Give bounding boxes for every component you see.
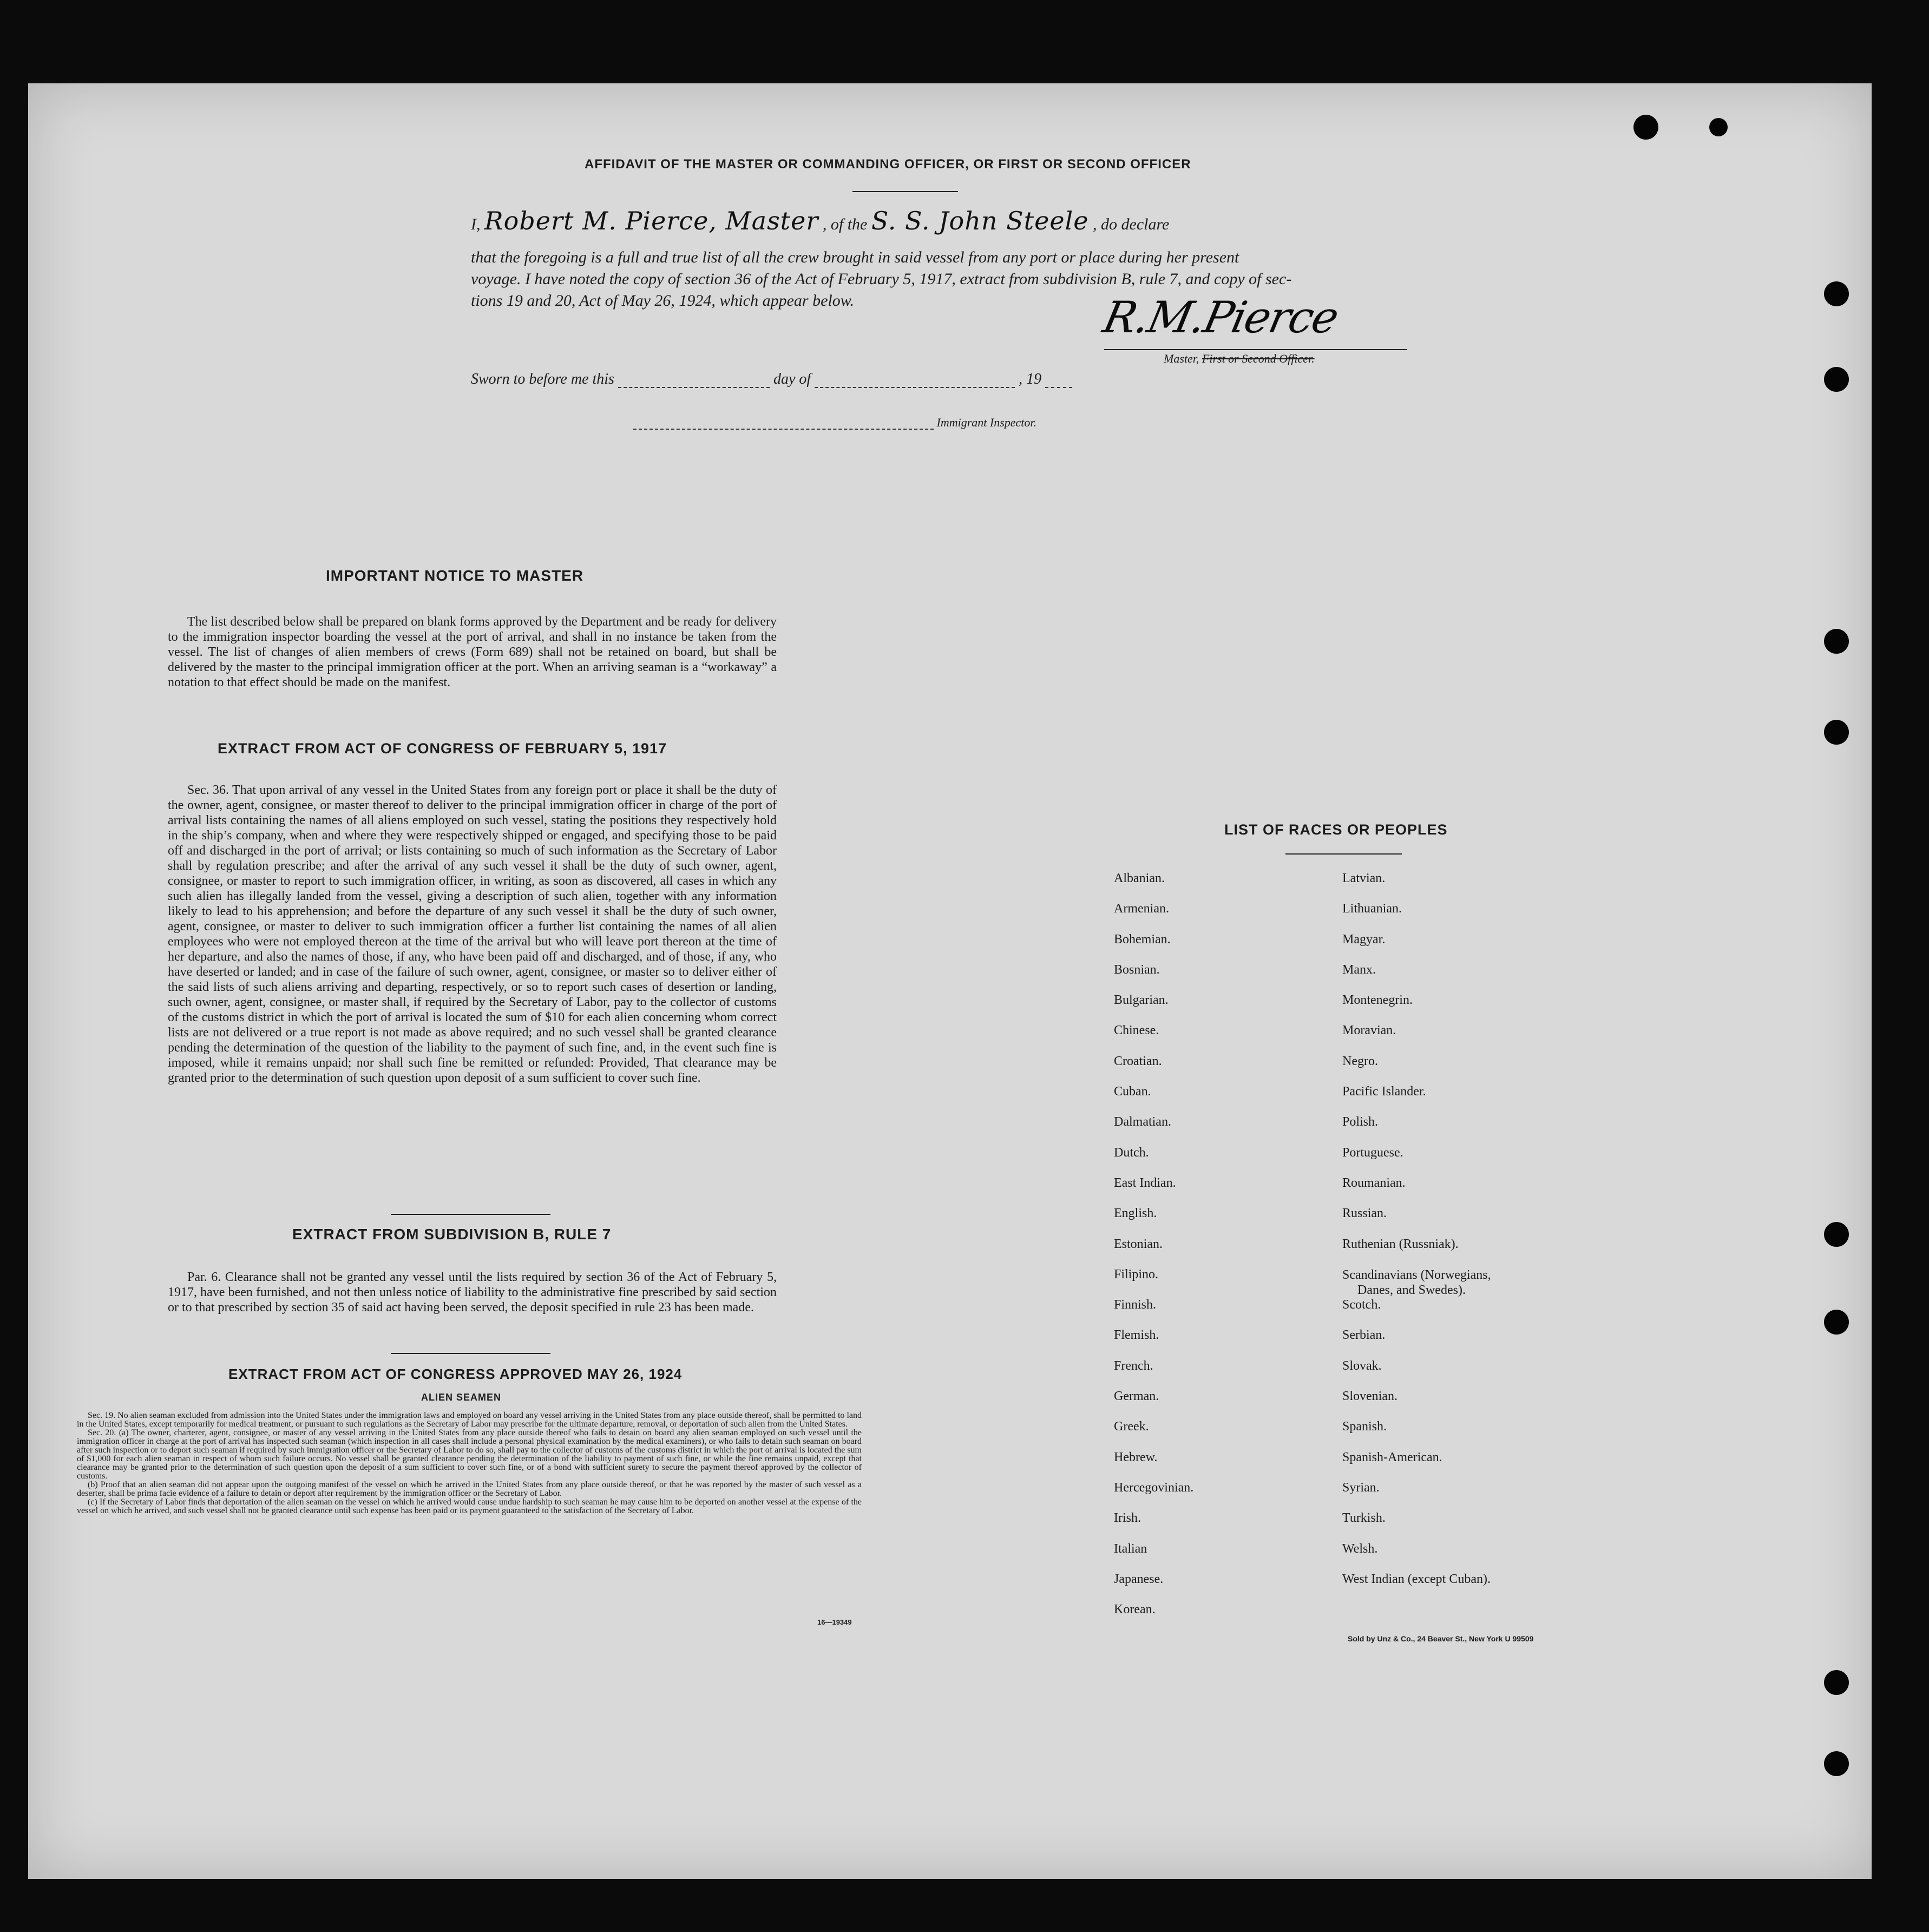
race-item: Magyar. — [1342, 932, 1386, 947]
race-item: German. — [1114, 1389, 1159, 1404]
race-item: Dutch. — [1114, 1145, 1149, 1160]
punch-hole — [1824, 1222, 1849, 1247]
blank-field — [1045, 387, 1072, 388]
punch-hole — [1824, 629, 1849, 654]
race-item: Slovak. — [1342, 1358, 1382, 1373]
punch-hole — [1824, 1310, 1849, 1335]
affidavit-prefix: I, — [471, 215, 481, 233]
rule7-text: Par. 6. Clearance shall not be granted any vessel until the lists required by section 36 of the Act of February 5, 1917, have been furnished, and not then unless notice of liability to the administrative fine prescribed by said section or to that prescribed by section 35 of said act having been served, the deposit specified in rule 23 has been made. — [168, 1270, 777, 1315]
inspector-label: Immigrant Inspector. — [936, 416, 1037, 429]
race-item: Russian. — [1342, 1206, 1387, 1221]
act1924-heading: EXTRACT FROM ACT OF CONGRESS APPROVED MAY 26, 1924 — [228, 1366, 683, 1382]
sworn-line — [471, 371, 1072, 388]
race-item-line: Scandinavians (Norwegians, — [1342, 1267, 1491, 1282]
race-item-line: Danes, and Swedes). — [1357, 1283, 1466, 1297]
divider — [1285, 853, 1402, 855]
act1924-text — [77, 1411, 862, 1515]
race-item: Ruthenian (Russniak). — [1342, 1237, 1459, 1251]
inspector-line — [633, 416, 1036, 430]
race-item: Portuguese. — [1342, 1145, 1403, 1160]
race-item: Hercegovinian. — [1114, 1480, 1194, 1495]
race-item: Polish. — [1342, 1115, 1379, 1129]
race-item: Armenian. — [1114, 902, 1169, 916]
race-item: West Indian (except Cuban). — [1342, 1572, 1491, 1586]
signature-line — [1104, 349, 1407, 350]
race-item: East Indian. — [1114, 1175, 1176, 1190]
master-signature: R.M.Pierce — [1099, 292, 1343, 343]
divider — [391, 1214, 550, 1215]
affidavit-heading: AFFIDAVIT OF THE MASTER OR COMMANDING OFFICER, OR FIRST OR SECOND OFFICER — [585, 157, 1191, 172]
race-item: Croatian. — [1114, 1054, 1162, 1068]
race-item: Scotch. — [1342, 1298, 1381, 1312]
race-item: Chinese. — [1114, 1023, 1159, 1038]
race-item: English. — [1114, 1206, 1157, 1221]
race-item: Finnish. — [1114, 1298, 1157, 1312]
race-item: Greek. — [1114, 1420, 1149, 1434]
race-item: Slovenian. — [1342, 1389, 1397, 1404]
blank-field — [815, 387, 1015, 388]
notice-text: The list described below shall be prepared on blank forms approved by the Department and be ready for delivery to the immigration inspector boarding the vessel at the port of arrival, and shall in no instance be taken from the vessel. The list of changes of alien members of crews (Form 689) shall not be retained on board, but shall be delivered by the master to the principal immigration officer at the port. When an arriving seaman is a “workaway” a notation to that effect should be made on the manifest. — [168, 615, 777, 689]
races-column-1 — [1114, 871, 1193, 1633]
race-item: Negro. — [1342, 1054, 1378, 1068]
act1917-heading: EXTRACT FROM ACT OF CONGRESS OF FEBRUARY 5, 1917 — [218, 740, 667, 757]
race-item: Flemish. — [1114, 1328, 1159, 1343]
race-item: French. — [1114, 1358, 1153, 1373]
race-item: Roumanian. — [1342, 1175, 1406, 1190]
sec19-text: Sec. 19. No alien seaman excluded from admission into the United States under the immigration laws and employed on board any vessel arriving in the United States from any place outside thereof, shall be permitted to land in the United States, except temporarily for medical treatment, or pursuant to such regulations as the Secretary of Labor may prescribe for the ultimate departure, removal, or deportation of such alien from the United States. — [77, 1411, 862, 1429]
act1924-subheading: ALIEN SEAMEN — [421, 1392, 502, 1403]
role-master: Master, — [1164, 352, 1199, 365]
sworn-prefix: Sworn to before me this — [471, 371, 614, 387]
race-item: Moravian. — [1342, 1023, 1396, 1038]
race-item: Korean. — [1114, 1602, 1156, 1617]
punch-hole — [1824, 281, 1849, 306]
race-item: Serbian. — [1342, 1328, 1386, 1343]
sworn-suffix: , 19 — [1019, 371, 1042, 387]
sec20b-text: (b) Proof that an alien seaman did not appear upon the outgoing manifest of the vessel on which he arrived in the United States from any place outside thereof, or that he was reported by the master of such vessel as a deserter, shall be prima facie evidence of a failure to detain or deport after requirement by the immigration officer or the Secretary of Labor. — [77, 1480, 862, 1498]
affidavit-line-4: tions 19 and 20, Act of May 26, 1924, which appear below. — [471, 292, 855, 310]
notice-heading: IMPORTANT NOTICE TO MASTER — [326, 567, 584, 584]
punch-hole — [1824, 720, 1849, 745]
rule7-heading: EXTRACT FROM SUBDIVISION B, RULE 7 — [292, 1226, 612, 1243]
race-item: Dalmatian. — [1114, 1115, 1171, 1129]
role-struck: First or Second Officer. — [1202, 352, 1315, 365]
race-item: Pacific Islander. — [1342, 1085, 1426, 1099]
blank-field — [618, 387, 770, 388]
punch-hole — [1709, 118, 1728, 136]
sec20c-text: (c) If the Secretary of Labor finds that deportation of the alien seaman on the vessel on which he arrived would cause undue hardship to such seaman he may cause him to be deported on another vessel at the expense of the vessel on which he arrived, and such vessel shall not be granted clearance until such expense has been paid or its payment guaranteed to the satisfaction of the Secretary of Labor. — [77, 1497, 862, 1515]
race-item: Estonian. — [1114, 1237, 1163, 1251]
blank-field — [633, 429, 934, 430]
divider — [852, 191, 958, 192]
sworn-mid: day of — [773, 371, 811, 387]
race-item: Turkish. — [1342, 1511, 1386, 1526]
race-item — [1342, 1267, 1491, 1298]
affidavit-line-3: voyage. I have noted the copy of section 36 of the Act of February 5, 1917, extract from subdivision B, rule 7, and copy of sec- — [471, 270, 1292, 288]
race-item: Montenegrin. — [1342, 993, 1413, 1008]
punch-hole — [1824, 1670, 1849, 1695]
race-item: Manx. — [1342, 962, 1376, 977]
act1917-text: Sec. 36. That upon arrival of any vessel in the United States from any foreign port or place it shall be the duty of the owner, agent, consignee, or master thereof to deliver to the principal immigration officer in charge of the port of arrival lists containing the names of all aliens employed on such vessel, stating the positions they respectively hold in the ship’s company, when and where they were respectively shipped or engaged, and specifying those to be paid off and discharged in the port of arrival; or lists containing so much of such information as the Secretary of Labor shall by regulation prescribe; and after the arrival of any such vessel it shall be the duty of such owner, agent, consignee, or master to report to such immigration officer, in writing, as soon as discovered, all cases in which any such alien has illegally landed from the vessel, giving a description of such alien, together with any information likely to lead to his apprehension; and before the departure of any such vessel it shall be the duty of such owner, agent, consignee, or master to deliver to such immigration officer a further list containing the names of all alien employees who were not employed thereon at the time of the arrival but who will leave port thereon at the time of her departure, and also the names of those, if any, who have been paid off and discharged, and of those, if any, who have deserted or landed; and in case of the failure of such owner, agent, consignee, or master so to deliver either of the said lists of such aliens arriving and departing, respectively, or so to report such cases of desertion or landing, such owner, agent, consignee, or master shall, if required by the Secretary of Labor, pay to the collector of customs of the customs district in which the port of arrival is located the sum of $10 for each alien concerning whom correct lists are not delivered or a true report is not made as above required; and no such vessel shall be granted clearance pending the determination of the question of the liability to the payment of such fine, and, in the event such fine is imposed, while it remains unpaid; nor shall such fine be remitted or refunded: Provided, That clearance may be granted prior to the determination of such question upon deposit of a sum sufficient to cover such fine. — [168, 783, 777, 1085]
printer-footer: Sold by Unz & Co., 24 Beaver St., New York U 99509 — [1348, 1634, 1534, 1643]
signatory-role — [1164, 352, 1315, 366]
race-item: Hebrew. — [1114, 1450, 1158, 1464]
affidavit-line-2: that the foregoing is a full and true list of all the crew brought in said vessel from any port or place during her present — [471, 248, 1239, 266]
race-item: Irish. — [1114, 1511, 1141, 1526]
vessel-name-handwritten: S. S. John Steele — [871, 206, 1089, 235]
race-item: Syrian. — [1342, 1480, 1380, 1495]
race-item: Latvian. — [1342, 871, 1386, 885]
race-item: Bulgarian. — [1114, 993, 1169, 1008]
affidavit-mid: , of the — [822, 215, 868, 233]
form-number: 16—19349 — [817, 1618, 852, 1626]
master-name-handwritten: Robert M. Pierce, Master — [484, 206, 819, 235]
sec20a-text: Sec. 20. (a) The owner, charterer, agent, consignee, or master of any vessel arriving in the United States from any place outside thereof who fails to detain on board any alien seaman employed on such vessel until the immigration officer in charge at the port of arrival has inspected such seaman (which inspection in all cases shall include a personal physical examination by the medical examiners), or who fails to detain such seaman on board after such inspection or to deport such seaman if required by such immigration officer or the Secretary of Labor to do so, shall pay to the collector of customs of the customs district in which the port of arrival is located the sum of $1,000 for each alien seaman in respect of whom such failure occurs. No vessel shall be granted clearance pending the determination of the liability to payment of such fine, or while the fine remains unpaid, except that clearance may be granted prior to the determination of such question upon the deposit of a sum sufficient to cover such fine, or of a bond with sufficient surety to secure the payment thereof approved by the collector of customs. — [77, 1428, 862, 1481]
race-item: Spanish. — [1342, 1420, 1387, 1434]
race-item: Lithuanian. — [1342, 902, 1402, 916]
race-item: Welsh. — [1342, 1541, 1378, 1556]
race-item: Bosnian. — [1114, 962, 1160, 977]
races-heading: LIST OF RACES OR PEOPLES — [1224, 822, 1448, 838]
punch-hole — [1824, 367, 1849, 392]
race-item: Filipino. — [1114, 1267, 1159, 1282]
affidavit-suffix: , do declare — [1093, 215, 1170, 233]
race-item: Japanese. — [1114, 1572, 1164, 1586]
race-item: Spanish-American. — [1342, 1450, 1442, 1464]
punch-hole — [1824, 1751, 1849, 1776]
affidavit-line-1 — [471, 206, 1440, 235]
race-item: Albanian. — [1114, 871, 1165, 885]
punch-hole — [1633, 115, 1658, 140]
race-item: Italian — [1114, 1541, 1147, 1556]
races-column-2 — [1342, 871, 1491, 1602]
race-item: Bohemian. — [1114, 932, 1171, 947]
divider — [391, 1353, 550, 1354]
race-item: Cuban. — [1114, 1085, 1151, 1099]
